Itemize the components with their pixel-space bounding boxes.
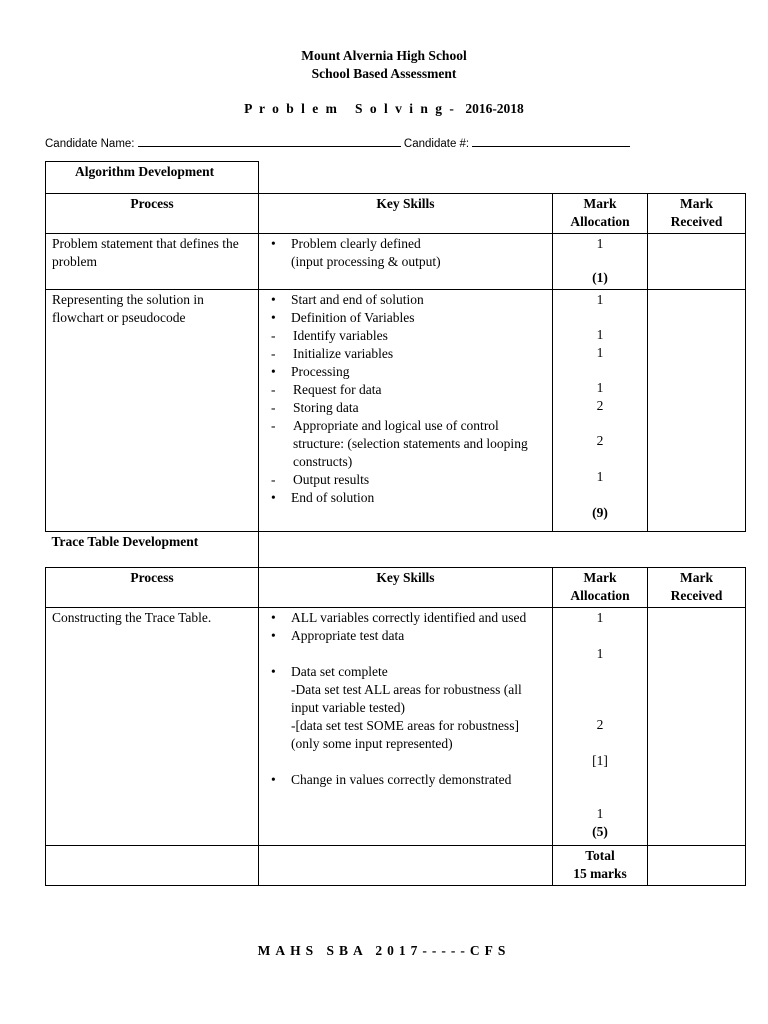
mark-value: 2 bbox=[596, 398, 604, 413]
skill-dash: - Output results bbox=[293, 471, 546, 489]
skill-dash: - Storing data bbox=[293, 399, 546, 417]
mark-value: 1 bbox=[596, 292, 604, 307]
skills-cell bbox=[259, 234, 553, 290]
mark-received-cell[interactable] bbox=[648, 608, 746, 846]
mark-subtotal: (9) bbox=[592, 505, 608, 520]
process-cell: Problem statement that defines the problem bbox=[46, 234, 259, 290]
skill-dash: - Initialize variables bbox=[293, 345, 546, 363]
skill-dash: - Request for data bbox=[293, 381, 546, 399]
table-row bbox=[46, 290, 746, 532]
col-process: Process bbox=[46, 568, 259, 608]
mark-value: 1 bbox=[596, 610, 604, 625]
skill-text: (input processing & output) bbox=[291, 254, 441, 269]
skills-cell bbox=[259, 290, 553, 532]
col-key-skills: Key Skills bbox=[259, 568, 553, 608]
mark-value: 2 bbox=[596, 717, 604, 732]
section2-header-row bbox=[46, 568, 746, 608]
skill-bullet: • Start and end of solution bbox=[291, 291, 546, 309]
skill-bullet: • End of solution bbox=[291, 489, 546, 507]
col-mark-allocation: Mark Allocation bbox=[553, 568, 648, 608]
process-cell: Representing the solution in flowchart or pseudocode bbox=[46, 290, 259, 532]
assessment-table bbox=[45, 161, 746, 886]
title-years: 2016-2018 bbox=[465, 101, 524, 116]
col-mark-received: Mark Received bbox=[648, 194, 746, 234]
table-row bbox=[46, 608, 746, 846]
mark-received-total-cell[interactable] bbox=[648, 846, 746, 886]
skill-bullet: • Appropriate test data bbox=[291, 627, 546, 645]
grand-total bbox=[553, 846, 648, 886]
col-mark-allocation: Mark Allocation bbox=[553, 194, 648, 234]
mark-subtotal: (5) bbox=[592, 824, 608, 839]
page-footer: MAHS SBA 2017-----CFS bbox=[257, 943, 511, 958]
candidate-line bbox=[45, 136, 630, 150]
mark-value: 1 bbox=[596, 327, 604, 342]
skills-cell bbox=[259, 608, 553, 846]
mark-value: [1] bbox=[592, 753, 608, 768]
skill-text: Data set complete bbox=[291, 664, 388, 679]
mark-value: 1 bbox=[596, 469, 604, 484]
section1-heading: Algorithm Development bbox=[46, 162, 259, 194]
mark-value: 1 bbox=[596, 345, 604, 360]
mark-allocation-cell bbox=[553, 290, 648, 532]
section1-heading-row bbox=[46, 162, 746, 194]
skill-bullet bbox=[291, 309, 546, 327]
page-title bbox=[0, 101, 768, 117]
skill-text: -[data set test SOME areas for robustness] (only some input represented) bbox=[291, 718, 519, 751]
mark-subtotal: (1) bbox=[592, 270, 608, 285]
skill-text: -Data set test ALL areas for robustness (all input variable tested) bbox=[291, 682, 522, 715]
skill-bullet bbox=[291, 235, 546, 271]
mark-allocation-cell bbox=[553, 608, 648, 846]
skill-bullet: • Processing bbox=[291, 363, 546, 381]
col-key-skills: Key Skills bbox=[259, 194, 553, 234]
mark-allocation-cell bbox=[553, 234, 648, 290]
mark-value: 1 bbox=[596, 806, 604, 821]
school-name: Mount Alvernia High School bbox=[301, 48, 467, 63]
candidate-name-label: Candidate Name: bbox=[45, 138, 135, 150]
mark-value: 1 bbox=[596, 646, 604, 661]
candidate-number-field[interactable] bbox=[472, 136, 630, 147]
candidate-number-label: Candidate #: bbox=[403, 138, 470, 150]
mark-value: 1 bbox=[596, 236, 604, 251]
skill-bullet: • ALL variables correctly identified and used bbox=[291, 609, 546, 627]
title-text: P r o b l e m S o l v i n g - bbox=[244, 101, 456, 116]
skill-text: Definition of Variables bbox=[291, 310, 415, 325]
mark-value: 2 bbox=[596, 433, 604, 448]
skill-bullet bbox=[291, 663, 546, 753]
mark-value: 1 bbox=[596, 380, 604, 395]
process-cell: Constructing the Trace Table. bbox=[46, 608, 259, 846]
section2-heading-row bbox=[46, 532, 746, 568]
total-row bbox=[46, 846, 746, 886]
col-process: Process bbox=[46, 194, 259, 234]
skill-text: Problem clearly defined bbox=[291, 236, 421, 251]
skill-dash: - Identify variables bbox=[293, 327, 546, 345]
section2-heading: Trace Table Development bbox=[46, 532, 259, 568]
grand-total-value: 15 marks bbox=[573, 866, 627, 881]
mark-received-cell[interactable] bbox=[648, 290, 746, 532]
table-row bbox=[46, 234, 746, 290]
mark-received-cell[interactable] bbox=[648, 234, 746, 290]
col-mark-received: Mark Received bbox=[648, 568, 746, 608]
assessment-subtitle: School Based Assessment bbox=[311, 66, 457, 81]
skill-bullet: • Change in values correctly demonstrated bbox=[291, 771, 546, 789]
grand-total-label: Total bbox=[585, 848, 615, 863]
skill-dash: - Appropriate and logical use of control structure: (selection statements and looping constructs) bbox=[293, 417, 546, 471]
candidate-name-field[interactable] bbox=[138, 136, 401, 147]
section1-header-row bbox=[46, 194, 746, 234]
